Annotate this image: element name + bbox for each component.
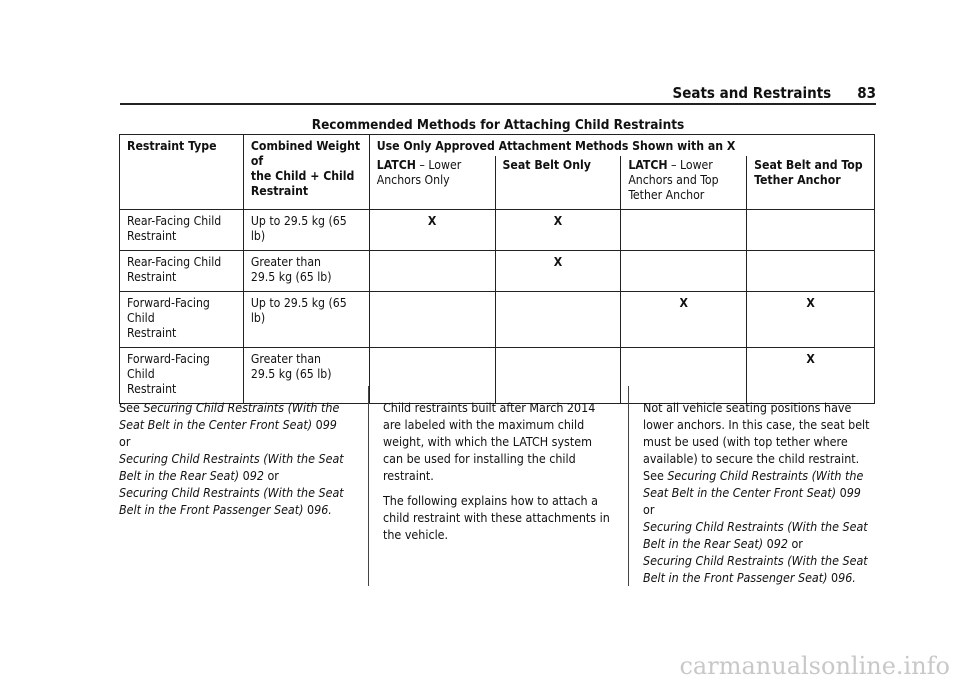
cell-weight: Up to 29.5 kg (65 lb) [243,292,369,348]
cell-seat-belt-only [495,292,621,348]
page-ref-icon: 0 [315,417,323,432]
cell-weight: Greater than 29.5 kg (65 lb) [243,251,369,292]
page-ref-icon: 0 [839,485,847,500]
header-latch-top-tether: LATCH – Lower Anchors and Top Tether Anchor [621,156,747,210]
cell-seat-belt-tether [747,210,875,251]
cell-weight: Up to 29.5 kg (65 lb) [243,210,369,251]
page-ref-icon: 0 [242,468,250,483]
text-column-3 [643,399,875,594]
cell-latch-tether [621,348,747,404]
cell-seat-belt-tether: X [747,348,875,404]
table-header-row [120,135,875,157]
table-row [120,348,875,404]
cell-latch-tether [621,210,747,251]
cell-restraint-type: Forward-Facing Child Restraint [120,292,244,348]
cross-reference-link[interactable]: Securing Child Restraints (With the Seat Belt in the Front Passenger Seat) [643,553,868,585]
cell-seat-belt-tether: X [747,292,875,348]
column-divider [368,386,369,586]
cross-reference-link[interactable]: Securing Child Restraints (With the Seat Belt in the Center Front Seat) [119,400,340,432]
paragraph: The following explains how to attach a child restraint with these attachments in the vehicle. [383,493,610,542]
cell-seat-belt-tether [747,251,875,292]
page-header [120,84,876,104]
cell-latch-tether [621,251,747,292]
cell-latch-lower [369,348,495,404]
page-number: 83 [857,84,876,102]
text-column-1 [119,399,351,526]
cell-restraint-type: Rear-Facing Child Restraint [120,210,244,251]
paragraph: Not all vehicle seating positions have lower anchors. In this case, the seat belt must be used (with top tether where available) to secure the child restraint. See Securing Child Restraints (With the Seat Belt in the Center Front Seat) 099 or Securing Child Restraints (With the Seat Belt in the Rear Seat) 092 or Securing Child Restraints (With the Seat Belt in the Front Passenger Seat) 096. [643,400,870,585]
table-row [120,292,875,348]
header-seat-belt-only: Seat Belt Only [495,156,621,210]
header-combined-weight: Combined Weight of the Child + Child Restraint [243,135,369,210]
cell-latch-tether: X [621,292,747,348]
header-methods-group: Use Only Approved Attachment Methods Shown with an X [369,135,874,157]
table-row [120,251,875,292]
cross-reference-link[interactable]: Securing Child Restraints (With the Seat Belt in the Rear Seat) [643,519,868,551]
page-ref-icon: 0 [307,502,315,517]
watermark: carmanualsonline.info [679,652,950,680]
page-ref-icon: 0 [766,536,774,551]
text-column-2 [383,399,615,551]
header-rule [120,103,876,105]
cell-weight: Greater than 29.5 kg (65 lb) [243,348,369,404]
cell-seat-belt-only: X [495,210,621,251]
cell-restraint-type: Forward-Facing Child Restraint [120,348,244,404]
cell-seat-belt-only: X [495,251,621,292]
cross-reference-paragraph: See Securing Child Restraints (With the Seat Belt in the Center Front Seat) 099 or Securing Child Restraints (With the Seat Belt in the Rear Seat) 092 or Securing Child Restraints (With the Seat Belt in the Front Passenger Seat) 096. [119,400,344,517]
table-title: Recommended Methods for Attaching Child Restraints [311,117,685,133]
cell-latch-lower [369,292,495,348]
paragraph: Child restraints built after March 2014 are labeled with the maximum child weight, with which the LATCH system can be used for installing the child restraint. [383,400,596,483]
page-ref-icon: 0 [831,570,839,585]
cell-seat-belt-only [495,348,621,404]
child-restraint-methods-table [119,134,875,404]
cross-reference-link[interactable]: Securing Child Restraints (With the Seat Belt in the Center Front Seat) [643,468,864,500]
cell-latch-lower [369,251,495,292]
header-latch-lower-anchors: LATCH – Lower Anchors Only [369,156,495,210]
column-divider [628,386,629,586]
cell-latch-lower: X [369,210,495,251]
table-row [120,210,875,251]
header-restraint-type: Restraint Type [120,135,244,210]
section-title: Seats and Restraints [672,84,832,102]
cross-reference-link[interactable]: Securing Child Restraints (With the Seat Belt in the Rear Seat) [119,451,344,483]
cell-restraint-type: Rear-Facing Child Restraint [120,251,244,292]
header-seat-belt-top-tether: Seat Belt and Top Tether Anchor [747,156,875,210]
cross-reference-link[interactable]: Securing Child Restraints (With the Seat Belt in the Front Passenger Seat) [119,485,344,517]
